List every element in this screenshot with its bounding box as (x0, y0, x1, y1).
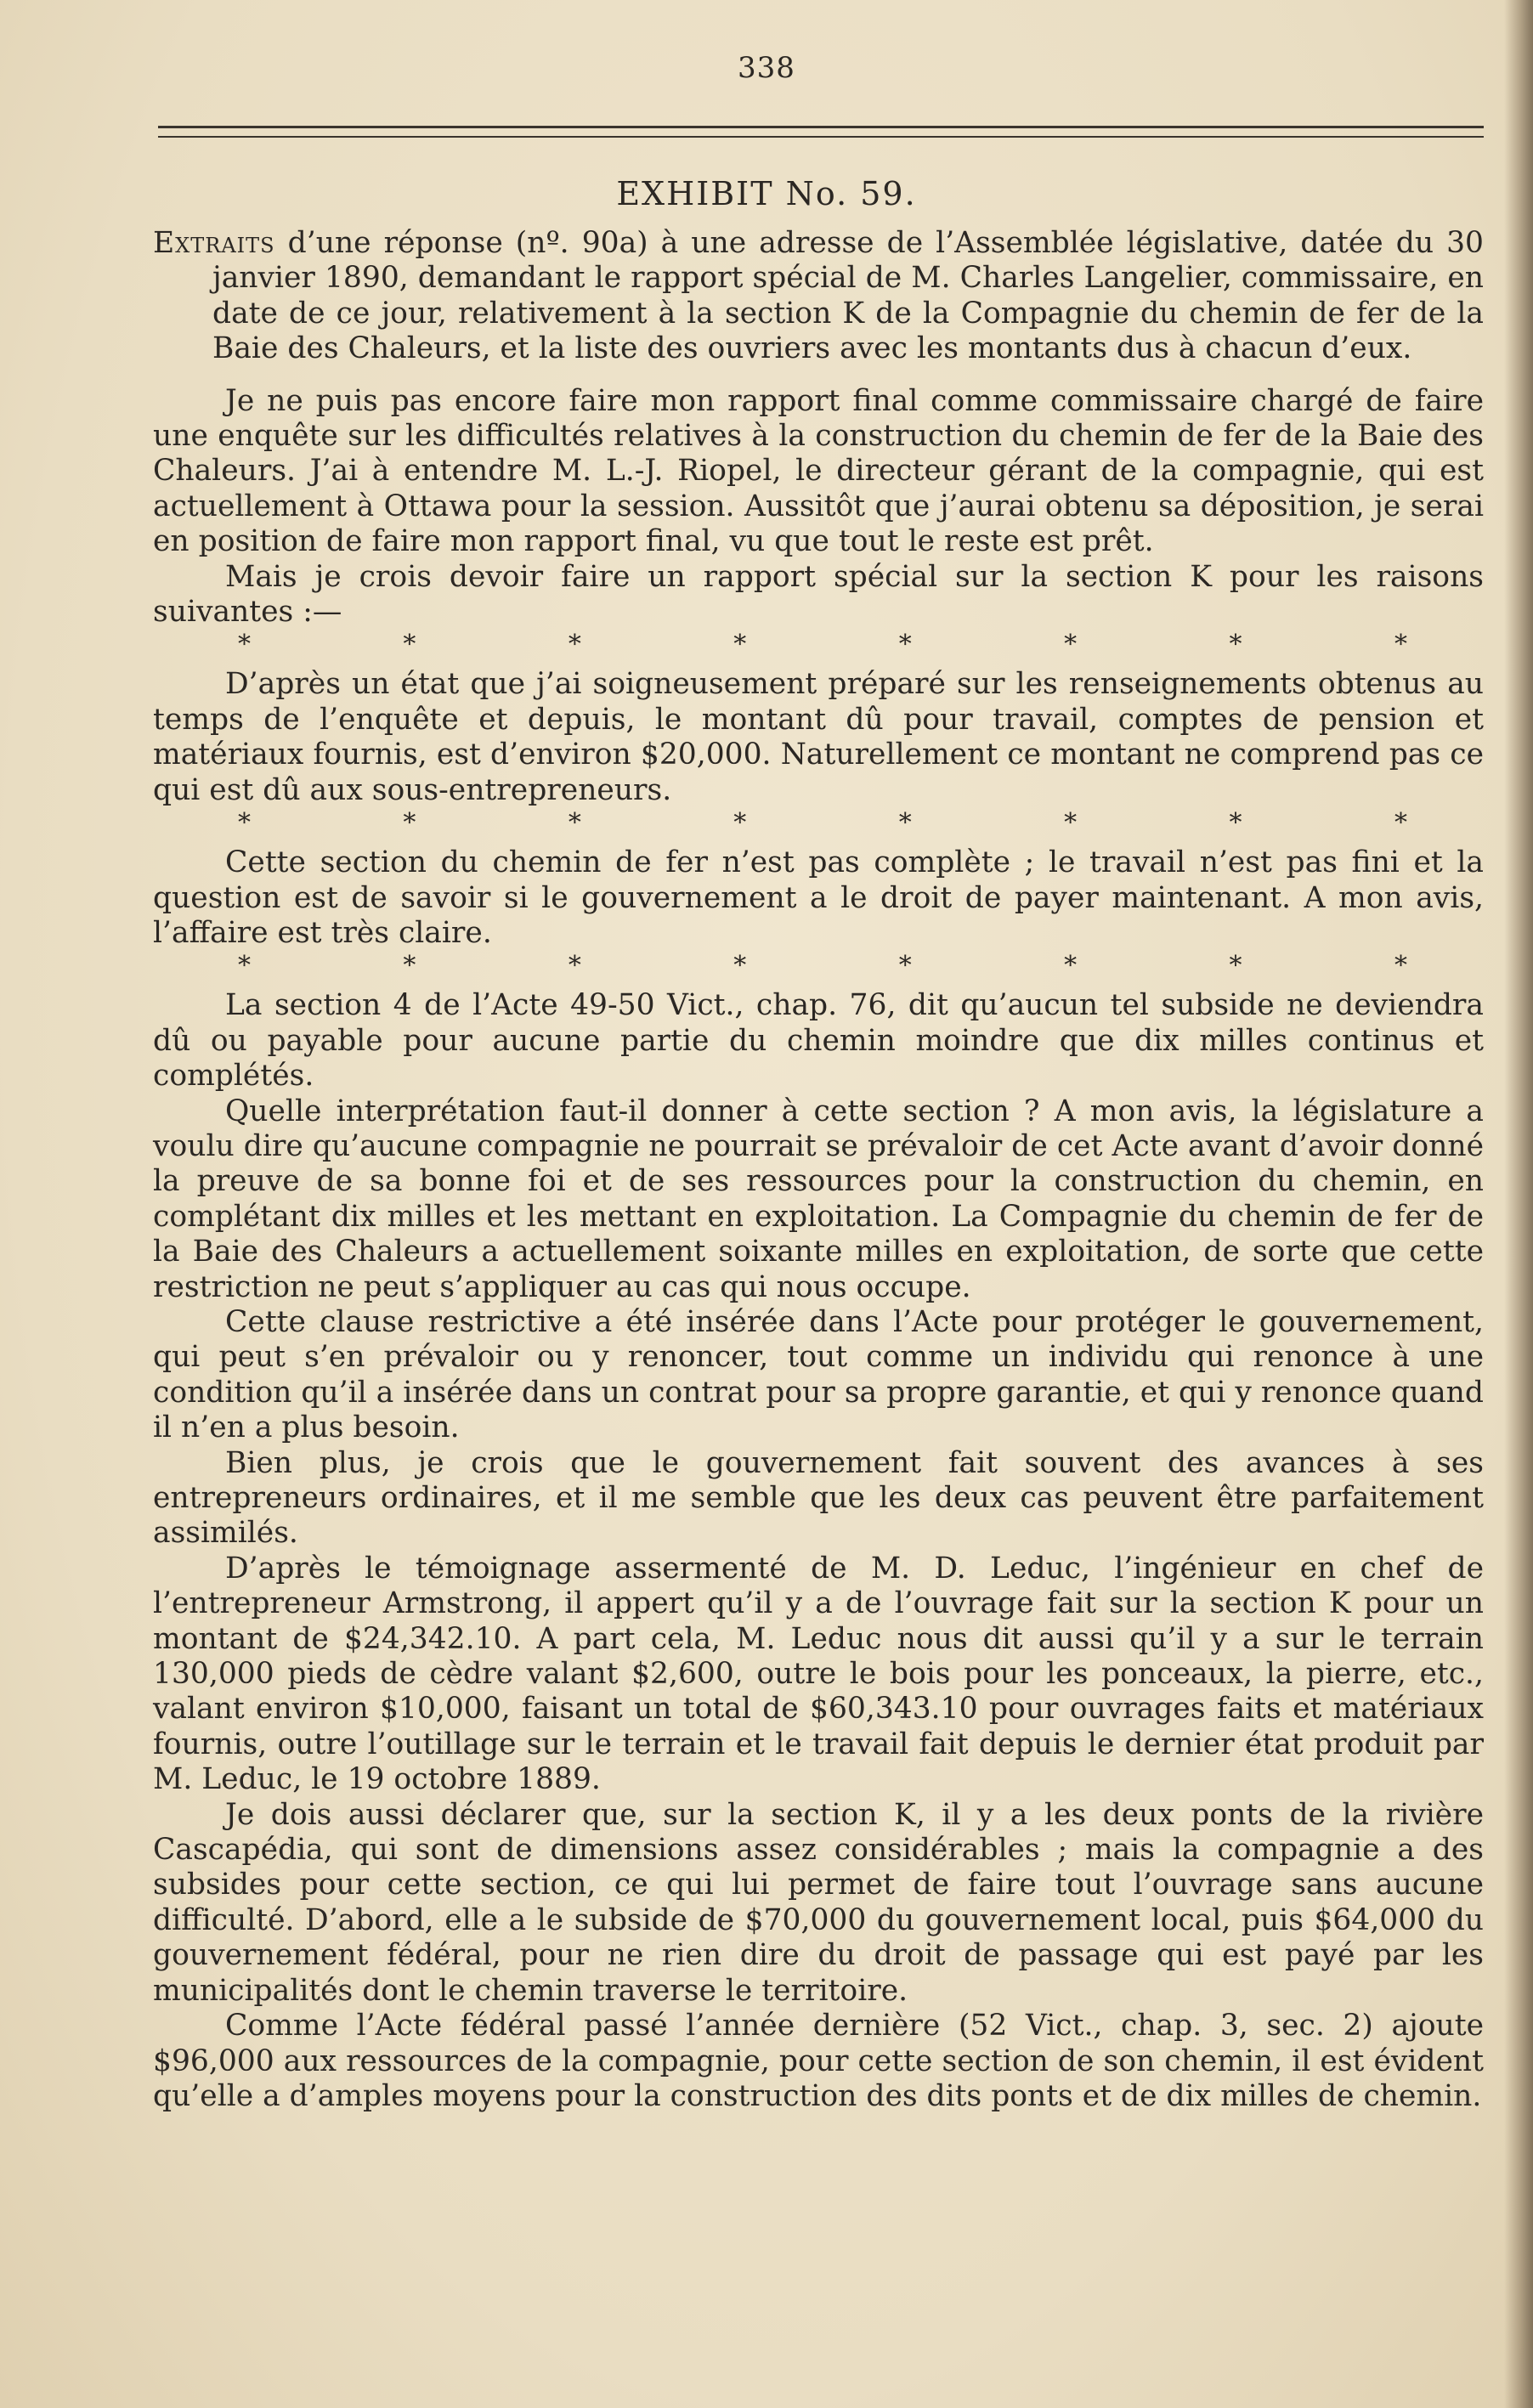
asterisk: * (733, 808, 747, 839)
asterisk: * (1229, 951, 1242, 981)
asterisk: * (1064, 630, 1078, 660)
asterisk: * (568, 951, 581, 981)
asterisk-separator (153, 808, 1484, 839)
paragraph: Bien plus, je crois que le gouvernement fait souvent des avances à ses entrepreneurs ordinaires, et il me semble que les deux cas peuvent être parfaitement assimilés. (153, 1445, 1484, 1551)
extract-summary (153, 226, 1484, 367)
asterisk: * (1229, 630, 1242, 660)
document-body (153, 226, 1484, 2114)
extract-lead: Extraits (153, 226, 275, 260)
asterisk: * (1394, 630, 1407, 660)
asterisk: * (1394, 951, 1407, 981)
paragraph: Quelle interprétation faut-il donner à cette section ? A mon avis, la législature a voulu dire qu’aucune compagnie ne pourrait se prévaloir de cet Acte avant d’avoir donné la preuve de sa bonne foi et de ses ressources pour la construction du chemin, en complétant dix milles et les mettant en exploitation. La Compagnie du chemin de fer de la Baie des Chaleurs a actuellement soixante milles en exploitation, de sorte que cette restriction ne peut s’appliquer au cas qui nous occupe. (153, 1094, 1484, 1304)
paragraph: Mais je crois devoir faire un rapport spécial sur la section K pour les raisons suivantes :— (153, 559, 1484, 630)
paragraph: La section 4 de l’Acte 49-50 Vict., chap. 76, dit qu’aucun tel subside ne deviendra dû ou payable pour aucune partie du chemin moindre que dix milles continus et complétés. (153, 988, 1484, 1094)
asterisk: * (1064, 951, 1078, 981)
paragraph: Je ne puis pas encore faire mon rapport final comme commissaire chargé de faire une enquête sur les difficultés relatives à la construction du chemin de fer de la Baie des Chaleurs. J’ai à entendre M. L.-J. Riopel, le directeur gérant de la compagnie, qui est actuellement à Ottawa pour la session. Aussitôt que j’aurai obtenu sa déposition, je serai en position de faire mon rapport final, vu que tout le reste est prêt. (153, 383, 1484, 559)
asterisk-separator (153, 951, 1484, 981)
asterisk: * (1229, 808, 1242, 839)
asterisk: * (1394, 808, 1407, 839)
extract-text: d’une réponse (nº. 90a) à une adresse de l’Assemblée législative, datée du 30 janvier 1890, demandant le rapport spécial de M. Charles Langelier, commissaire, en date de ce jour, relativement à la section K de la Compagnie du chemin de fer de la Baie des Chaleurs, et la liste des ouvriers avec les montants dus à chacun d’eux. (212, 226, 1484, 366)
asterisk: * (898, 808, 912, 839)
paragraph: Comme l’Acte fédéral passé l’année dernière (52 Vict., chap. 3, sec. 2) ajoute $96,000 aux ressources de la compagnie, pour cette section de son chemin, il est évident qu’elle a d’amples moyens pour la construction des dits ponts et de dix milles de chemin. (153, 2009, 1484, 2113)
exhibit-heading: EXHIBIT No. 59. (616, 175, 917, 212)
paragraph: Cette clause restrictive a été insérée dans l’Acte pour protéger le gouvernement, qui peut s’en prévaloir ou y renoncer, tout comme un individu qui renonce à une condition qu’il a insérée dans un contrat pour sa propre garantie, et qui y renonce quand il n’en a plus besoin. (153, 1304, 1484, 1445)
asterisk: * (403, 951, 416, 981)
paragraph: Cette section du chemin de fer n’est pas complète ; le travail n’est pas fini et la question est de savoir si le gouvernement a le droit de payer maintenant. A mon avis, l’affaire est très claire. (153, 845, 1484, 950)
page-edge-shadow (1504, 0, 1533, 2408)
asterisk: * (403, 808, 416, 839)
paragraph: D’après un état que j’ai soigneusement préparé sur les renseignements obtenus au temps de l’enquête et depuis, le montant dû pour travail, comptes de pension et matériaux fournis, est d’environ $20,000. Naturellement ce montant ne comprend pas ce qui est dû aux sous-entrepreneurs. (153, 667, 1484, 807)
asterisk: * (568, 808, 581, 839)
paragraph: Je dois aussi déclarer que, sur la section K, il y a les deux ponts de la rivière Cascapédia, qui sont de dimensions assez considérables ; mais la compagnie a des subsides pour cette section, ce qui lui permet de faire tout l’ouvrage sans aucune difficulté. D’abord, elle a le subside de $70,000 du gouvernement local, puis $64,000 du gouvernement fédéral, pour ne rien dire du droit de passage qui est payé par les municipalités dont le chemin traverse le territoire. (153, 1797, 1484, 2008)
asterisk: * (238, 630, 251, 660)
header-rule (158, 126, 1484, 128)
asterisk: * (1064, 808, 1078, 839)
asterisk: * (733, 951, 747, 981)
asterisk: * (403, 630, 416, 660)
asterisk: * (733, 630, 747, 660)
asterisk: * (898, 630, 912, 660)
header-rule-thin (158, 136, 1484, 138)
asterisk: * (898, 951, 912, 981)
asterisk: * (238, 951, 251, 981)
asterisk: * (568, 630, 581, 660)
page-number: 338 (738, 51, 795, 85)
asterisk-separator (153, 630, 1484, 660)
asterisk: * (238, 808, 251, 839)
paragraph: D’après le témoignage assermenté de M. D. Leduc, l’ingénieur en chef de l’entrepreneur Armstrong, il appert qu’il y a de l’ouvrage fait sur la section K pour un montant de $24,342.10. A part cela, M. Leduc nous dit aussi qu’il y a sur le terrain 130,000 pieds de cèdre valant $2,600, outre le bois pour les ponceaux, la pierre, etc., valant environ $10,000, faisant un total de $60,343.10 pour ouvrages faits et matériaux fournis, outre l’outillage sur le terrain et le travail fait depuis le dernier état produit par M. Leduc, le 19 octobre 1889. (153, 1551, 1484, 1797)
